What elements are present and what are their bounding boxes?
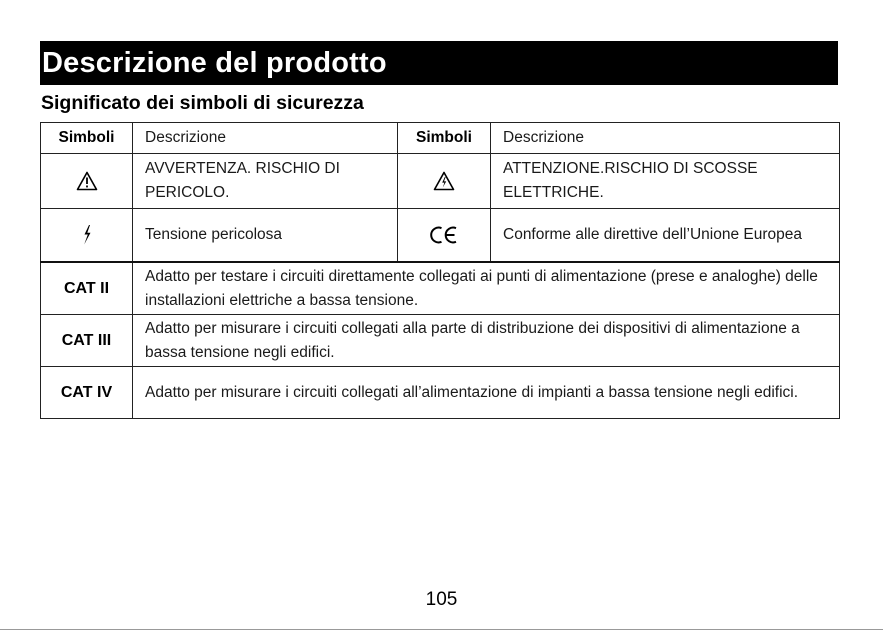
page-title: Descrizione del prodotto <box>42 47 387 79</box>
lightning-bolt-icon <box>81 224 93 246</box>
description-cell: Conforme alle direttive dell’Unione Europea <box>491 209 840 263</box>
symbol-cell <box>398 209 491 263</box>
category-description: Adatto per testare i circuiti direttamente collegati ai punti di alimentazione (prese e analoghe) delle installazioni elettriche a bassa tensione. <box>133 262 840 315</box>
section-subtitle: Significato dei simboli di sicurezza <box>41 92 364 114</box>
symbol-cell <box>41 209 133 263</box>
description-cell: AVVERTENZA. RISCHIO DI PERICOLO. <box>133 154 398 209</box>
symbol-cell <box>398 154 491 209</box>
page-number: 105 <box>425 589 458 610</box>
table-row <box>41 262 840 315</box>
warning-triangle-icon <box>76 171 98 191</box>
electric-shock-triangle-icon <box>433 171 455 191</box>
category-description: Adatto per misurare i circuiti collegati alla parte di distribuzione dei dispositivi di alimentazione a bassa tensione negli edifici. <box>133 315 840 367</box>
category-label: CAT III <box>41 315 133 367</box>
table-header-row <box>41 123 840 154</box>
ce-mark-icon <box>429 224 459 246</box>
table-row <box>41 367 840 419</box>
header-symbols-1: Simboli <box>41 123 133 154</box>
category-label: CAT II <box>41 262 133 315</box>
description-cell: Tensione pericolosa <box>133 209 398 263</box>
safety-symbols-table <box>40 122 840 419</box>
header-description-2: Descrizione <box>491 123 840 154</box>
table-row <box>41 154 840 209</box>
table-row <box>41 315 840 367</box>
table-row <box>41 209 840 263</box>
header-description-1: Descrizione <box>133 123 398 154</box>
category-description: Adatto per misurare i circuiti collegati all’alimentazione di impianti a bassa tensione negli edifici. <box>133 367 840 419</box>
category-label: CAT IV <box>41 367 133 419</box>
description-cell: ATTENZIONE.RISCHIO DI SCOSSE ELETTRICHE. <box>491 154 840 209</box>
section-title-bar <box>40 41 838 85</box>
symbol-cell <box>41 154 133 209</box>
bottom-divider <box>0 629 883 630</box>
header-symbols-2: Simboli <box>398 123 491 154</box>
